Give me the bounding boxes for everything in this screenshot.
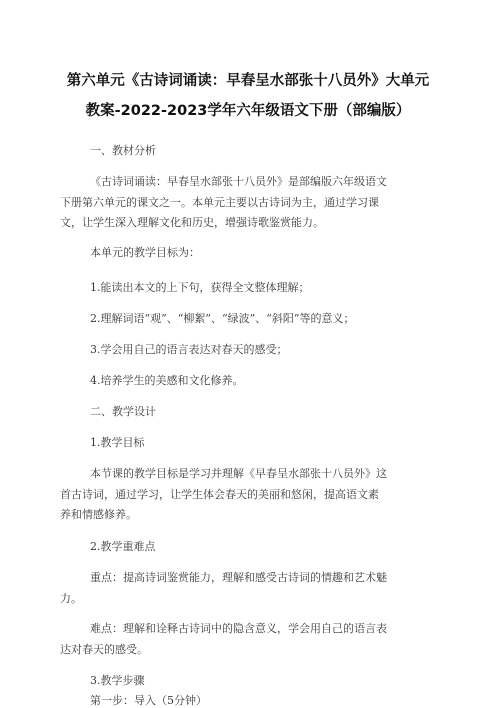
paragraph-textbook-analysis-line-3: 文，让学生深入理解文化和历史，增强诗歌鉴赏能力。 [60,216,324,229]
document-title-line-1: 第六单元《古诗词诵读：早春呈水部张十八员外》大单元 [66,73,430,89]
paragraph-textbook-analysis-line-1: 《古诗词诵读：早春呈水部张十八员外》是部编版六年级语文 [90,175,387,188]
key-point-line-2: 力。 [60,592,82,605]
document-title-line-2: 教案-2022-2023学年六年级语文下册（部编版） [85,103,411,119]
paragraph-textbook-analysis-line-2: 下册第六单元的课文之一。本单元主要以古诗词为主，通过学习课 [60,196,379,209]
paragraph-objectives-line-1: 本节课的教学目标是学习并理解《早春呈水部张十八员外》这 [90,467,387,480]
teaching-goals-intro: 本单元的教学目标为： [90,246,200,259]
step-1-introduction: 第一步：导入（5分钟） [90,694,207,707]
paragraph-objectives-line-2: 首古诗词，通过学习，让学生体会春天的美丽和悠闲，提高语文素 [60,488,379,501]
teaching-goal-4: 4.培养学生的美感和文化修养。 [90,374,244,387]
key-point-line-1: 重点：提高诗词鉴赏能力，理解和感受古诗词的情趣和艺术魅 [90,571,387,584]
subheading-key-difficult-points: 2.教学重难点 [90,540,156,553]
teaching-goal-1: 1.能读出本文的上下句，获得全文整体理解； [90,281,310,294]
teaching-goal-2: 2.理解词语“观”、“柳絮”、“绿波”、“斜阳”等的意义； [90,312,355,325]
subheading-teaching-steps: 3.教学步骤 [90,674,145,687]
difficult-point-line-2: 达对春天的感受。 [60,643,148,656]
paragraph-objectives-line-3: 养和情感修养。 [60,508,137,521]
teaching-goal-3: 3.学会用自己的语言表达对春天的感受； [90,343,288,356]
section-heading-teaching-design: 二、教学设计 [90,405,156,418]
subheading-teaching-objectives: 1.教学目标 [90,436,145,449]
difficult-point-line-1: 难点：理解和诠释古诗词中的隐含意义，学会用自己的语言表 [90,622,387,635]
section-heading-textbook-analysis: 一、教材分析 [90,144,156,157]
